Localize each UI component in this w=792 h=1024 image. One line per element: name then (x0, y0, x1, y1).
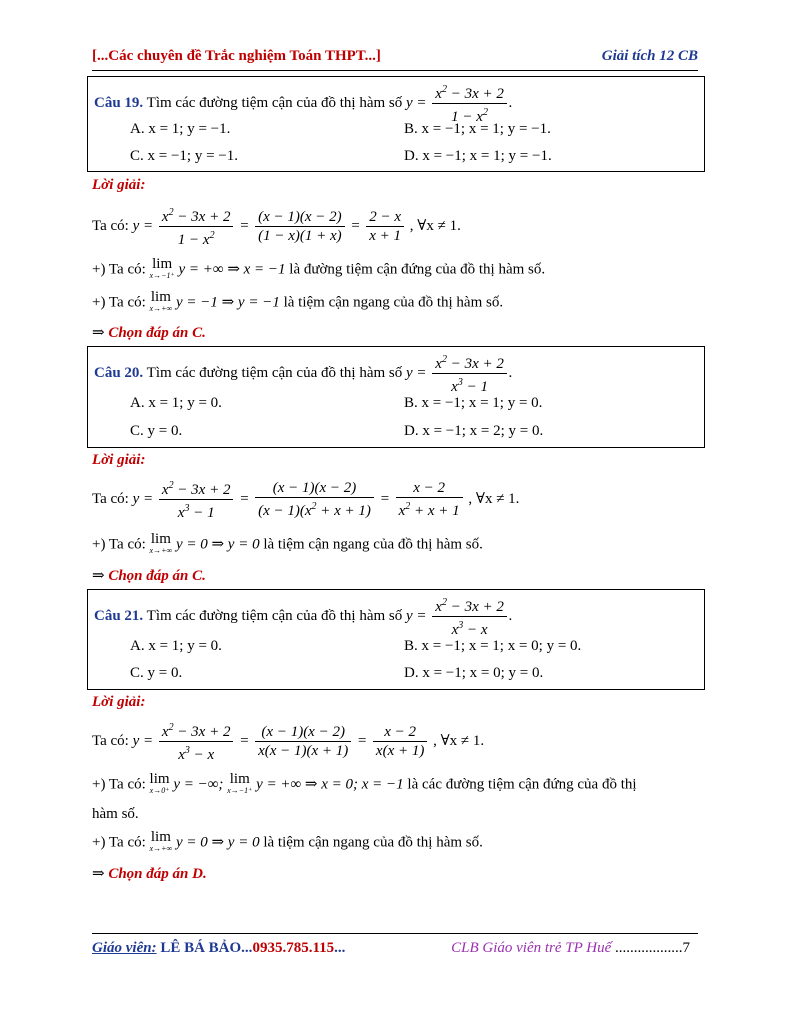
option-a: A. x = 1; y = 0. (130, 395, 222, 411)
solution-21-vertical-cont: hàm số. (92, 806, 139, 822)
question-19-box (87, 76, 705, 172)
question-20-prompt: Câu 20. Tìm các đường tiệm cận của đồ thị hàm số y = $\frac{x^2 - 3x + 2}{x^3 - 1}$ . (94, 351, 513, 396)
answer-19: ⇒ Chọn đáp án C. (92, 325, 206, 341)
answer-20: ⇒ Chọn đáp án C. (92, 568, 206, 584)
solution-heading: Lời giải: (92, 177, 146, 193)
solution-20-simplify: Ta có: y = $\frac{x^2 - 3x + 2}{x^3 - 1}$ = $\frac{(x - 1)(x - 2)}{(x - 1)(x^2 + x + 1)}$ = $\frac{x - 2}{x^2 + x + 1}$ , ∀x ≠ 1. (92, 477, 519, 522)
option-a: A. x = 1; y = −1. (130, 121, 231, 137)
page-footer (92, 933, 698, 956)
page-number: ..................7 (615, 940, 690, 956)
option-c: C. y = 0. (130, 423, 183, 439)
option-c: C. y = 0. (130, 665, 183, 681)
question-19-prompt: Câu 19. Tìm các đường tiệm cận của đồ thị hàm số y = $\frac{x^2 - 3x + 2}{1 - x^2}$ . (94, 81, 513, 126)
option-b: B. x = −1; x = 1; y = −1. (404, 121, 551, 137)
function-formula: y = $\frac{x^2 - 3x + 2}{x^3 - 1}$ . (406, 365, 513, 381)
solution-19-horizontal: +) Ta có: lim x→+∞ y = −1 ⇒ y = −1 là tiệm cận ngang của đồ thị hàm số. (92, 289, 504, 313)
question-21-prompt: Câu 21. Tìm các đường tiệm cận của đồ thị hàm số y = $\frac{x^2 - 3x + 2}{x^3 - x}$ . (94, 594, 513, 639)
series-title: [...Các chuyên đề Trắc nghiệm Toán THPT...] (92, 48, 381, 64)
question-20-box (87, 346, 705, 448)
option-b: B. x = −1; x = 1; x = 0; y = 0. (404, 638, 582, 654)
option-d: D. x = −1; x = 1; y = −1. (404, 148, 552, 164)
question-number: Câu 19. (94, 94, 144, 111)
solution-19-vertical: +) Ta có: lim x→−1⁺ y = +∞ ⇒ x = −1 là đường tiệm cận đứng của đồ thị hàm số. (92, 256, 546, 280)
option-d: D. x = −1; x = 2; y = 0. (404, 423, 544, 439)
solution-20-horizontal: +) Ta có: lim x→+∞ y = 0 ⇒ y = 0 là tiệm cận ngang của đồ thị hàm số. (92, 531, 483, 555)
answer-21: ⇒ Chọn đáp án D. (92, 866, 207, 882)
option-d: D. x = −1; x = 0; y = 0. (404, 665, 544, 681)
page-header (92, 46, 698, 71)
function-formula: y = $\frac{x^2 - 3x + 2}{x^3 - x}$ . (406, 608, 513, 624)
footer-teacher: Giáo viên: LÊ BÁ BẢO...0935.785.115... (92, 940, 346, 956)
solution-21-vertical: +) Ta có: lim x→0⁺ y = −∞; lim x→−1⁺ y = +∞ ⇒ x = 0; x = −1 là các đường tiệm cận đứng của đồ thị (92, 771, 637, 795)
solution-19-simplify: Ta có: y = $\frac{x^2 - 3x + 2}{1 - x^2}$ = $\frac{(x - 1)(x - 2)}{(1 - x)(1 + x)}$ = $\frac{2 - x}{x + 1}$ , ∀x ≠ 1. (92, 204, 461, 249)
solution-heading: Lời giải: (92, 452, 146, 468)
question-21-box (87, 589, 705, 690)
question-number: Câu 20. (94, 364, 144, 381)
solution-21-simplify: Ta có: y = $\frac{x^2 - 3x + 2}{x^3 - x}$ = $\frac{(x - 1)(x - 2)}{x(x - 1)(x + 1)}$ = $\frac{x - 2}{x(x + 1)}$ , ∀x ≠ 1. (92, 719, 484, 764)
course-title: Giải tích 12 CB (601, 48, 698, 64)
question-number: Câu 21. (94, 607, 144, 624)
option-b: B. x = −1; x = 1; y = 0. (404, 395, 543, 411)
footer-club: CLB Giáo viên trẻ TP Huế ..................7 (451, 940, 690, 956)
solution-21-horizontal: +) Ta có: lim x→+∞ y = 0 ⇒ y = 0 là tiệm cận ngang của đồ thị hàm số. (92, 829, 483, 853)
solution-heading: Lời giải: (92, 694, 146, 710)
function-formula: y = $\frac{x^2 - 3x + 2}{1 - x^2}$ . (406, 95, 513, 111)
option-a: A. x = 1; y = 0. (130, 638, 222, 654)
option-c: C. x = −1; y = −1. (130, 148, 239, 164)
